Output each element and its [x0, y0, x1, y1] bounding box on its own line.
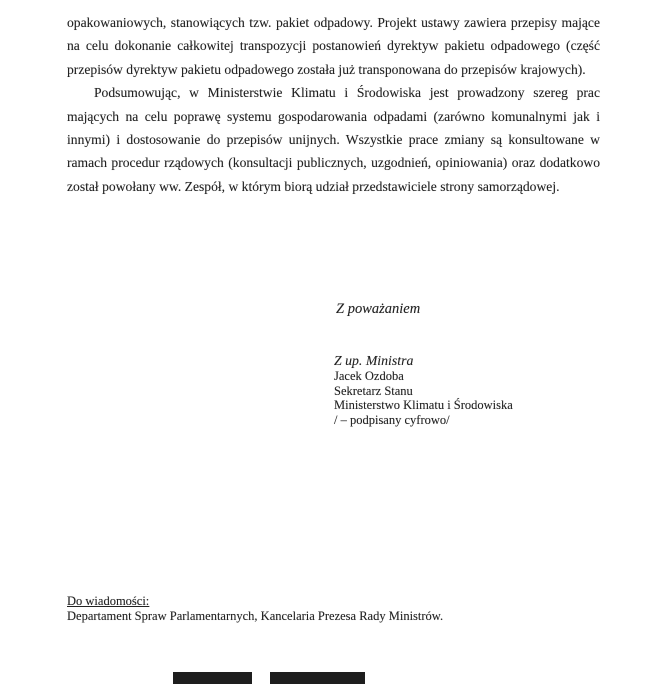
closing-salutation: Z poważaniem	[336, 301, 421, 317]
cc-label: Do wiadomości:	[67, 594, 150, 608]
signature-authorization: Z up. Ministra	[334, 353, 414, 368]
signature-name: Jacek Ozdoba	[334, 369, 404, 383]
digital-signature-note: / – podpisany cyfrowo/	[334, 412, 450, 427]
signature-organization: Ministerstwo Klimatu i Środowiska	[334, 398, 513, 413]
window-fragment-right	[270, 672, 365, 684]
signature-block	[334, 353, 513, 427]
letter-paragraph: Podsumowując, w Ministerstwie Klimatu i Środowiska jest prowadzony szereg prac mających na celu poprawę systemu gospodarowania odpadami (zarówno komunalnymi jak i innymi) i dostosowanie do przepisów unijnych. Wszystkie prace zmiany są konsultowane w ramach procedur rządowych (konsultacji publicznych, uzgodnień, opiniowania) oraz dodatkowo został powołany ww. Zespół, w którym biorą udział przedstawiciele strony samorządowej.	[67, 85, 600, 194]
letter-paragraph: opakowaniowych, stanowiących tzw. pakiet odpadowy. Projekt ustawy zawiera przepisy mające na celu dokonanie całkowitej transpozycji postanowień dyrektyw pakietu odpadowego (część przepisów dyrektyw pakietu odpadowego została już transponowana do przepisów krajowych).	[67, 15, 600, 77]
window-fragment-left	[173, 672, 252, 684]
letter-body	[67, 11, 600, 198]
cc-recipients: Departament Spraw Parlamentarnych, Kancelaria Prezesa Rady Ministrów.	[67, 609, 444, 623]
signature-title: Sekretarz Stanu	[334, 383, 413, 398]
cc-section	[67, 594, 443, 624]
